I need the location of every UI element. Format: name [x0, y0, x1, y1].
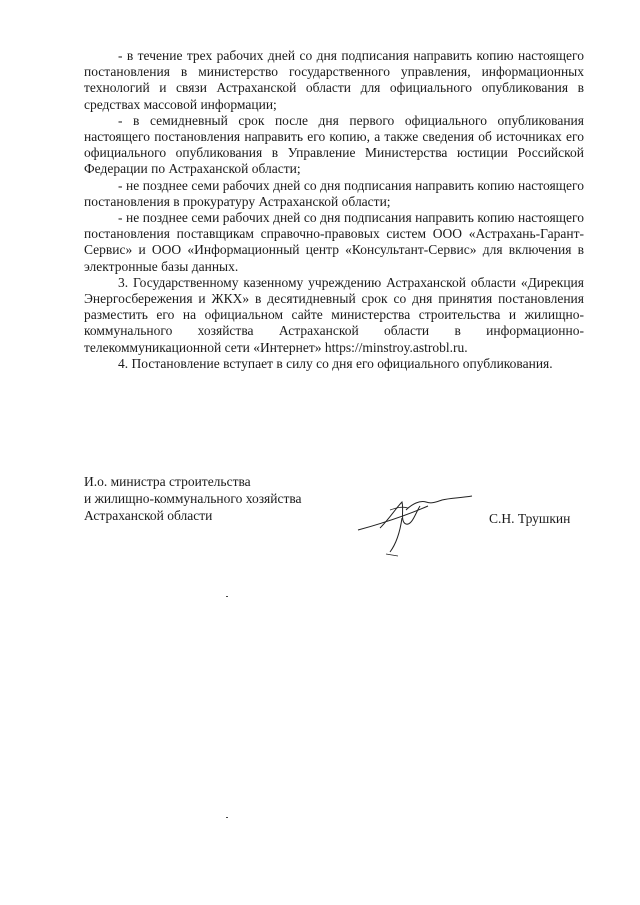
signatory-title-line-1: И.о. министра строительства — [84, 474, 251, 489]
paragraph-3: - не позднее семи рабочих дней со дня подписания направить копию настоящего постановления в прокуратуру Астраханской области; — [84, 177, 584, 209]
paragraph-5: 3. Государственному казенному учреждению Астраханской области «Дирекция Энергосбережения и ЖКХ» в десятидневный срок со дня принятия постановления разместить его на официальном сайте министерства строительства и жилищно-коммунального хозяйства Астраханской области в информационно-телекоммуникационной сети «Интернет» https://minstroy.astrobl.ru. — [84, 274, 584, 355]
signatory-title — [84, 473, 302, 524]
paragraph-4: - не позднее семи рабочих дней со дня подписания направить копию настоящего постановления поставщикам справочно-правовых систем ООО «Астрахань-Гарант-Сервис» и ООО «Информационный центр «Консультант-Сервис» для включения в электронные базы данных. — [84, 210, 584, 274]
handwritten-signature — [350, 488, 490, 560]
scan-speck — [226, 596, 228, 597]
document-body — [84, 48, 584, 372]
paragraph-6: 4. Постановление вступает в силу со дня его официального опубликования. — [118, 355, 553, 371]
paragraph-1: - в течение трех рабочих дней со дня подписания направить копию настоящего постановления в министерство государственного управления, информационных технологий и связи Астраханской области для официального опубликования в средствах массовой информации; — [84, 48, 584, 112]
signatory-name: С.Н. Трушкин — [489, 511, 571, 526]
scan-speck — [226, 817, 228, 818]
signatory-title-line-2: и жилищно-коммунального хозяйства — [84, 491, 302, 506]
signatory-title-line-3: Астраханской области — [84, 508, 213, 523]
paragraph-2: - в семидневный срок после дня первого официального опубликования настоящего постановления направить его копию, а также сведения об источниках его официального опубликования в Управление Министерства юстиции Российской Федерации по Астраханской области; — [84, 112, 584, 177]
